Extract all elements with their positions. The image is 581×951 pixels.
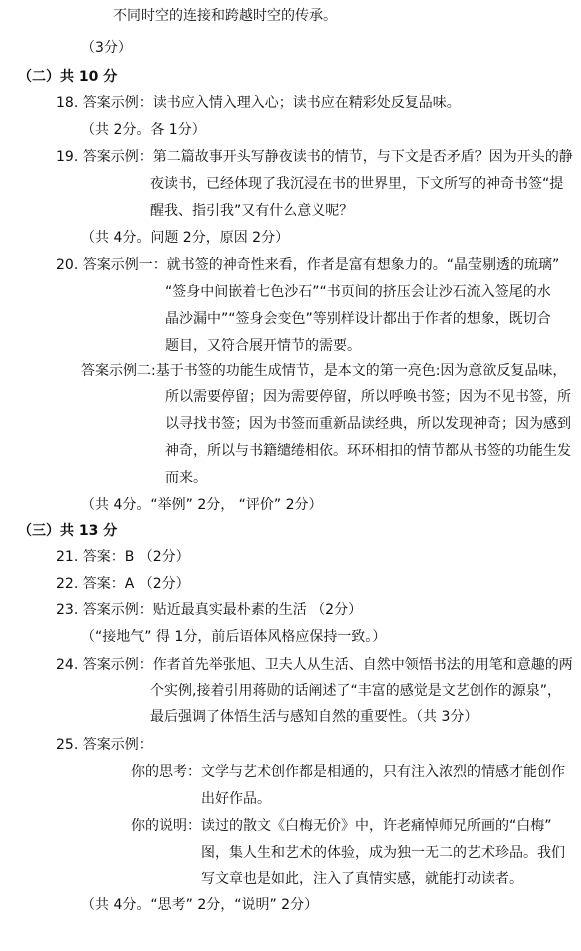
question-24-answer-cont: 最后强调了体悟生活与感知自然的重要性。（共 3分） bbox=[150, 709, 479, 725]
question-23-answer: 23. 答案示例：贴近最真实最朴素的生活 （2分） bbox=[56, 602, 363, 618]
question-19-answer-cont: 夜读书，已经体现了我沉浸在书的世界里，下文所写的神奇书签“提 bbox=[150, 176, 564, 192]
answer-line: 不同时空的连接和跨越时空的传承。 bbox=[113, 8, 337, 24]
question-22-answer: 22. 答案：A （2分） bbox=[56, 576, 190, 592]
question-19-answer-cont: 醒我、指引我”又有什么意义呢？ bbox=[150, 203, 354, 219]
question-20-answer-2-cont: 而来。 bbox=[165, 470, 207, 486]
question-23-score: （“接地气” 得 1分，前后语体风格应保持一致。） bbox=[81, 629, 387, 645]
question-25-explanation-cont: 写文章也是如此，注入了真情实感，就能打动读者。 bbox=[201, 871, 523, 887]
question-18-answer: 18. 答案示例：读书应入情入理入心；读书应在精彩处反复品味。 bbox=[56, 95, 461, 111]
question-21-answer: 21. 答案：B （2分） bbox=[56, 549, 190, 565]
question-25-score: （共 4分。“思考” 2分，“说明” 2分） bbox=[81, 897, 319, 913]
question-20-answer-1: 20. 答案示例一：就书签的神奇性来看，作者是富有想象力的。“晶莹剔透的琉璃” bbox=[56, 257, 560, 273]
question-19-score: （共 4分。问题 2分，原因 2分） bbox=[81, 230, 290, 246]
question-20-answer-1-cont: “签身中间嵌着七色沙石”“书页间的挤压会让沙石流入签尾的水 bbox=[165, 284, 551, 300]
question-25-thinking: 你的思考：文学与艺术创作都是相通的，只有注入浓烈的情感才能创作 bbox=[131, 764, 565, 780]
score-note: （3分） bbox=[81, 40, 132, 56]
question-25-explanation: 你的说明：读过的散文《白梅无价》中，许老痛悼师兄所画的“白梅” bbox=[131, 818, 552, 834]
question-25-explanation-cont: 图，集人生和艺术的体验，成为独一无二的艺术珍品。我们 bbox=[201, 845, 565, 861]
question-24-answer-cont: 个实例,接着引用蒋勋的话阐述了“丰富的感觉是文艺创作的源泉”， bbox=[150, 683, 561, 699]
question-20-answer-2: 答案示例二:基于书签的功能生成情节，是本文的第一亮色:因为意欲反复品味， bbox=[81, 363, 567, 379]
question-19-answer: 19. 答案示例：第二篇故事开头写静夜读书的情节，与下文是否矛盾？因为开头的静 bbox=[56, 149, 573, 165]
question-20-answer-1-cont: 题目，又符合展开情节的需要。 bbox=[165, 338, 361, 354]
question-20-answer-2-cont: 所以需要停留；因为需要停留，所以呼唤书签；因为不见书签，所 bbox=[165, 389, 571, 405]
section-heading-2: （二）共 10 分 bbox=[18, 69, 118, 85]
section-heading-3: （三）共 13 分 bbox=[18, 523, 118, 539]
question-20-score: （共 4分。“举例” 2分， “评价” 2分） bbox=[81, 497, 323, 513]
question-20-answer-2-cont: 神奇，所以与书籍缱绻相依。环环相扣的情节都从书签的功能生发 bbox=[165, 443, 571, 459]
question-18-score: （共 2分。各 1分） bbox=[81, 122, 206, 138]
question-25-thinking-cont: 出好作品。 bbox=[201, 791, 271, 807]
question-24-answer: 24. 答案示例：作者首先举张旭、卫夫人从生活、自然中领悟书法的用笔和意趣的两 bbox=[56, 657, 573, 673]
question-20-answer-1-cont: 晶沙漏中”“签身会变色”等别样设计都出于作者的想象，既切合 bbox=[165, 311, 551, 327]
question-20-answer-2-cont: 以寻找书签；因为书签而重新品读经典，所以发现神奇；因为感到 bbox=[165, 416, 571, 432]
question-25-answer: 25. 答案示例： bbox=[56, 737, 153, 753]
